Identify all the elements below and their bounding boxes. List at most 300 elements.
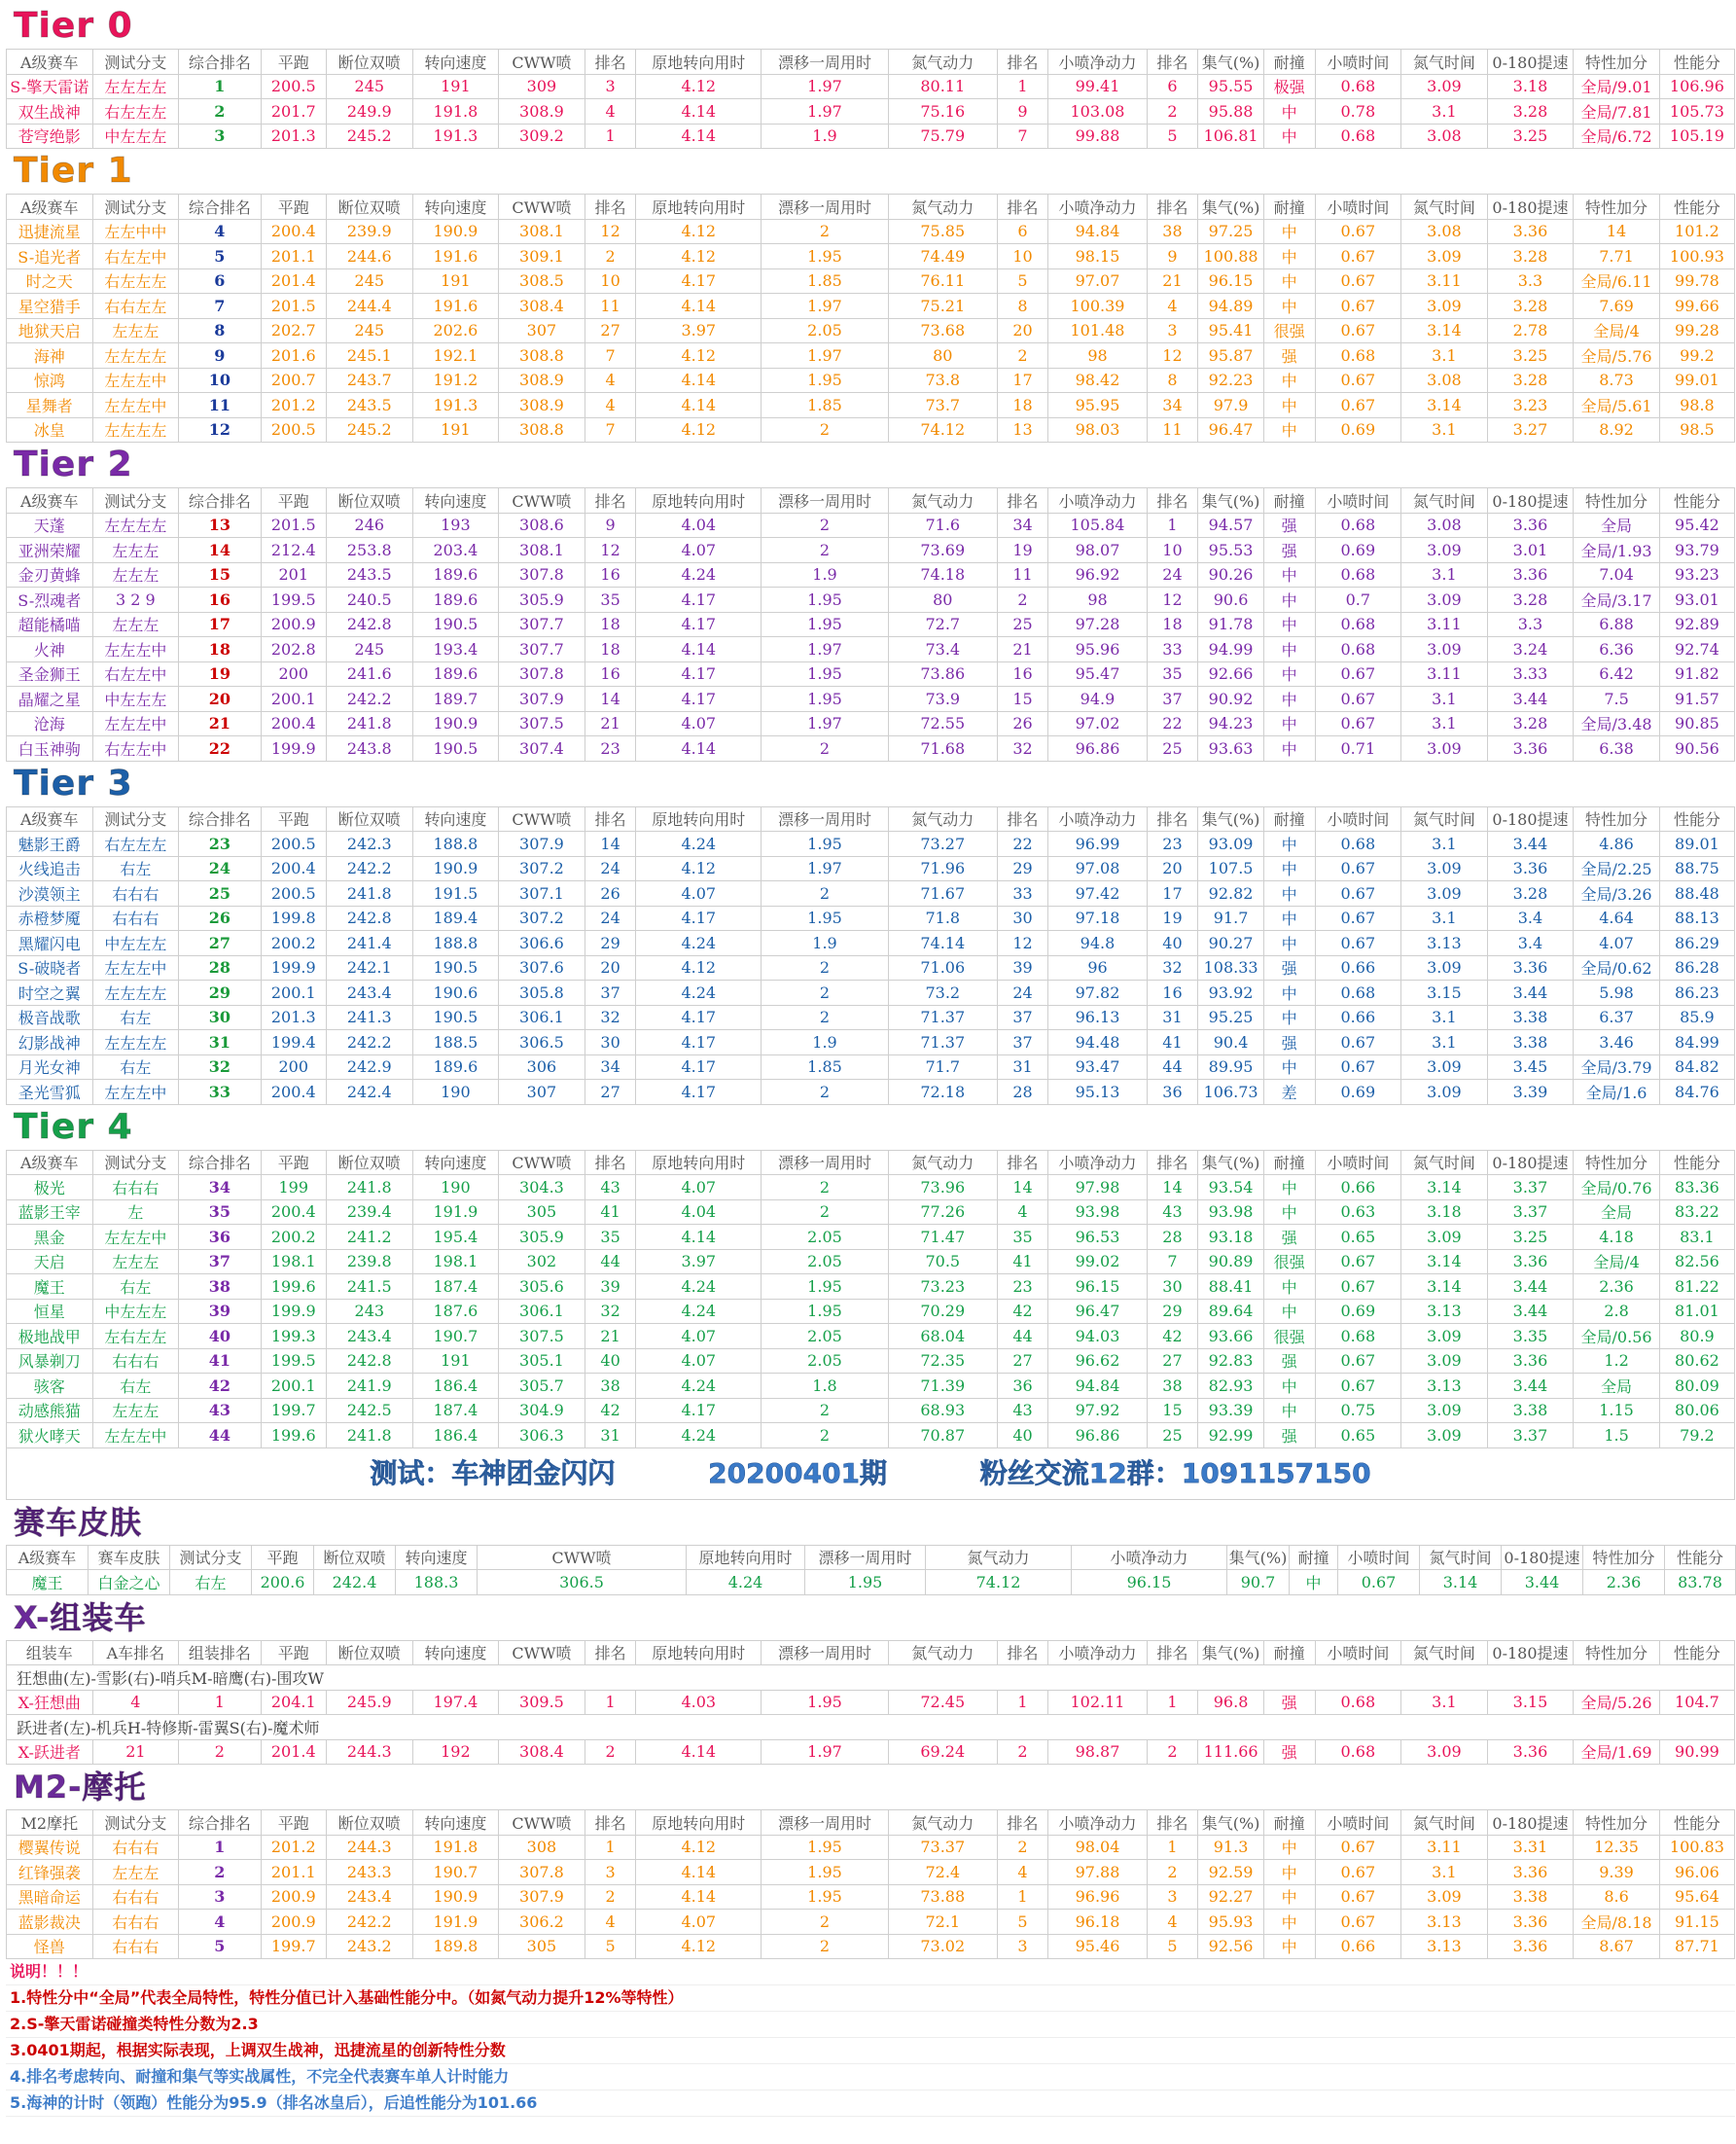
car-cell-9: 1.9 — [762, 931, 889, 956]
car-cell-10: 75.21 — [888, 294, 997, 319]
car-cell-6: 307.4 — [499, 736, 585, 762]
car-cell-20: 99.2 — [1659, 343, 1734, 369]
moto-row — [7, 1934, 1735, 1959]
car-cell-11: 7 — [997, 124, 1048, 149]
car-cell-14: 90.4 — [1198, 1030, 1263, 1055]
xcar-combo-1: 狂想曲(左)-雪影(右)-哨兵M-暗鹰(右)-围攻W — [7, 1665, 1735, 1691]
xcar-cell-17: 3.09 — [1401, 1739, 1488, 1765]
tier-header-11: 排名 — [997, 195, 1048, 220]
skin-cell-10: 96.15 — [1072, 1570, 1227, 1595]
car-cell-11: 39 — [997, 955, 1048, 981]
car-row — [7, 99, 1735, 125]
skin-cell-9: 74.12 — [926, 1570, 1072, 1595]
car-cell-10: 74.12 — [888, 417, 997, 443]
car-cell-4: 243.5 — [327, 562, 413, 588]
skin-cell-7: 4.24 — [687, 1570, 805, 1595]
car-cell-4: 242.4 — [327, 1080, 413, 1105]
car-cell-12: 98 — [1048, 343, 1147, 369]
car-cell-16: 0.66 — [1315, 1175, 1401, 1200]
car-cell-7: 7 — [585, 343, 636, 369]
car-cell-4: 243.5 — [327, 393, 413, 418]
car-cell-7: 24 — [585, 906, 636, 931]
car-cell-10: 73.9 — [888, 687, 997, 712]
car-cell-13: 42 — [1147, 1324, 1198, 1349]
car-cell-13: 43 — [1147, 1199, 1198, 1225]
car-cell-4: 245 — [327, 74, 413, 99]
car-cell-13: 20 — [1147, 856, 1198, 881]
car-cell-16: 0.67 — [1315, 1348, 1401, 1374]
car-cell-7: 14 — [585, 687, 636, 712]
car-cell-6: 306.6 — [499, 931, 585, 956]
car-cell-20: 84.76 — [1659, 1080, 1734, 1105]
xcar-cell-0: X-跃进者 — [7, 1739, 93, 1765]
car-cell-6: 306.5 — [499, 1030, 585, 1055]
car-cell-20: 105.19 — [1659, 124, 1734, 149]
notes — [6, 1959, 1735, 2117]
car-cell-20: 93.23 — [1659, 562, 1734, 588]
tier-header-18: 0-180提速 — [1487, 195, 1574, 220]
car-cell-20: 85.9 — [1659, 1005, 1734, 1030]
car-row — [7, 294, 1735, 319]
car-cell-13: 22 — [1147, 711, 1198, 736]
car-cell-14: 93.39 — [1198, 1398, 1263, 1423]
tier-header-12: 小喷净动力 — [1048, 1150, 1147, 1175]
tier-header-2: 综合排名 — [179, 195, 261, 220]
car-cell-15: 很强 — [1263, 1249, 1315, 1274]
car-cell-4: 242.2 — [327, 687, 413, 712]
car-cell-13: 35 — [1147, 661, 1198, 687]
car-cell-11: 2 — [997, 588, 1048, 613]
moto-header-6: CWW喷 — [499, 1810, 585, 1836]
car-cell-4: 242.8 — [327, 906, 413, 931]
car-cell-10: 71.8 — [888, 906, 997, 931]
car-cell-8: 4.17 — [636, 906, 762, 931]
car-cell-10: 74.18 — [888, 562, 997, 588]
car-cell-2: 22 — [179, 736, 261, 762]
car-cell-16: 0.67 — [1315, 931, 1401, 956]
car-cell-6: 308.6 — [499, 513, 585, 538]
car-cell-14: 93.92 — [1198, 981, 1263, 1006]
car-cell-5: 190 — [412, 1080, 499, 1105]
xcar-header-1: A车排名 — [92, 1640, 179, 1665]
car-cell-9: 1.97 — [762, 711, 889, 736]
car-cell-5: 189.6 — [412, 588, 499, 613]
car-cell-5: 190.9 — [412, 219, 499, 244]
moto-cell-18: 3.36 — [1487, 1910, 1574, 1935]
car-cell-19: 4.86 — [1574, 832, 1660, 857]
car-cell-7: 44 — [585, 1249, 636, 1274]
tier-header-2: 综合排名 — [179, 488, 261, 514]
moto-cell-15: 中 — [1263, 1835, 1315, 1860]
tier-header-14: 集气(%) — [1198, 50, 1263, 75]
car-cell-13: 6 — [1147, 74, 1198, 99]
car-row — [7, 1348, 1735, 1374]
car-cell-13: 5 — [1147, 124, 1198, 149]
car-cell-13: 27 — [1147, 1348, 1198, 1374]
car-cell-19: 全局/3.17 — [1574, 588, 1660, 613]
car-cell-14: 92.66 — [1198, 661, 1263, 687]
tier-1-table — [6, 194, 1735, 443]
car-cell-18: 3.27 — [1487, 417, 1574, 443]
tier-header-14: 集气(%) — [1198, 195, 1263, 220]
car-cell-0: 星空猎手 — [7, 294, 93, 319]
tier-header-20: 性能分 — [1659, 50, 1734, 75]
car-row — [7, 244, 1735, 269]
car-cell-3: 199.6 — [261, 1274, 326, 1300]
car-cell-6: 305.8 — [499, 981, 585, 1006]
car-cell-2: 21 — [179, 711, 261, 736]
car-cell-8: 4.24 — [636, 1423, 762, 1448]
car-cell-9: 1.97 — [762, 294, 889, 319]
car-cell-1: 右右右 — [92, 1348, 179, 1374]
car-cell-18: 3.38 — [1487, 1005, 1574, 1030]
car-cell-4: 245 — [327, 268, 413, 294]
xcar-cell-5: 197.4 — [412, 1690, 499, 1715]
car-cell-10: 71.37 — [888, 1030, 997, 1055]
car-cell-5: 190.6 — [412, 981, 499, 1006]
car-cell-15: 强 — [1263, 1348, 1315, 1374]
car-cell-10: 80 — [888, 588, 997, 613]
car-cell-4: 249.9 — [327, 99, 413, 125]
tier-header-3: 平跑 — [261, 806, 326, 832]
car-cell-14: 90.26 — [1198, 562, 1263, 588]
car-cell-20: 82.56 — [1659, 1249, 1734, 1274]
car-cell-12: 97.28 — [1048, 612, 1147, 637]
moto-cell-13: 4 — [1147, 1910, 1198, 1935]
car-cell-11: 28 — [997, 1080, 1048, 1105]
tier-header-8: 原地转向用时 — [636, 50, 762, 75]
xcar-header-7: 排名 — [585, 1640, 636, 1665]
skin-header-5: 转向速度 — [396, 1545, 478, 1570]
car-cell-3: 201.2 — [261, 393, 326, 418]
car-row — [7, 562, 1735, 588]
car-cell-17: 3.1 — [1401, 343, 1488, 369]
car-cell-8: 4.12 — [636, 417, 762, 443]
car-row — [7, 637, 1735, 662]
xcar-combo-row — [7, 1715, 1735, 1740]
moto-cell-9: 1.95 — [762, 1884, 889, 1910]
car-cell-17: 3.09 — [1401, 856, 1488, 881]
tier-header-4: 断位双喷 — [327, 50, 413, 75]
car-cell-16: 0.69 — [1315, 1080, 1401, 1105]
car-cell-17: 3.09 — [1401, 881, 1488, 907]
car-row — [7, 955, 1735, 981]
car-cell-0: 魔王 — [7, 1274, 93, 1300]
moto-cell-12: 96.96 — [1048, 1884, 1147, 1910]
car-cell-8: 4.24 — [636, 832, 762, 857]
note-4: 4.排名考虑转向、耐撞和集气等实战属性，不完全代表赛车单人计时能力 — [6, 2064, 1735, 2090]
tier-header-11: 排名 — [997, 488, 1048, 514]
car-cell-8: 4.07 — [636, 1324, 762, 1349]
car-cell-20: 80.9 — [1659, 1324, 1734, 1349]
car-row — [7, 736, 1735, 762]
car-cell-0: 地狱天启 — [7, 318, 93, 343]
car-cell-13: 19 — [1147, 906, 1198, 931]
car-cell-19: 14 — [1574, 219, 1660, 244]
car-cell-1: 左左左中 — [92, 637, 179, 662]
car-cell-12: 95.95 — [1048, 393, 1147, 418]
car-cell-1: 左左左 — [92, 538, 179, 563]
moto-cell-20: 95.64 — [1659, 1884, 1734, 1910]
car-cell-1: 右左 — [92, 1005, 179, 1030]
car-cell-14: 89.95 — [1198, 1054, 1263, 1080]
banner-tester: 测试：车神团金闪闪 — [370, 1456, 616, 1489]
xcar-header-6: CWW喷 — [499, 1640, 585, 1665]
xcar-combo-2: 跃进者(左)-机兵H-特修斯-雷翼S(右)-魔术师 — [7, 1715, 1735, 1740]
moto-cell-8: 4.07 — [636, 1910, 762, 1935]
car-cell-3: 200.1 — [261, 687, 326, 712]
tier-header-1: 测试分支 — [92, 50, 179, 75]
car-row — [7, 124, 1735, 149]
moto-header-14: 集气(%) — [1198, 1810, 1263, 1836]
car-cell-5: 191 — [412, 268, 499, 294]
car-cell-1: 左左左中 — [92, 393, 179, 418]
car-cell-14: 92.83 — [1198, 1348, 1263, 1374]
car-cell-15: 中 — [1263, 99, 1315, 125]
car-cell-11: 30 — [997, 906, 1048, 931]
car-cell-4: 240.5 — [327, 588, 413, 613]
car-cell-6: 309.2 — [499, 124, 585, 149]
car-cell-6: 305.1 — [499, 1348, 585, 1374]
car-cell-11: 19 — [997, 538, 1048, 563]
car-cell-16: 0.67 — [1315, 856, 1401, 881]
car-cell-3: 200.2 — [261, 931, 326, 956]
skin-header-16: 特性加分 — [1583, 1545, 1665, 1570]
car-cell-0: 圣金狮王 — [7, 661, 93, 687]
tier-2-title: Tier 2 — [14, 445, 133, 484]
car-cell-3: 199.4 — [261, 1030, 326, 1055]
car-row — [7, 1225, 1735, 1250]
car-cell-12: 95.13 — [1048, 1080, 1147, 1105]
car-cell-0: 双生战神 — [7, 99, 93, 125]
car-cell-0: 蓝影王宰 — [7, 1199, 93, 1225]
car-cell-13: 30 — [1147, 1274, 1198, 1300]
car-cell-19: 1.5 — [1574, 1423, 1660, 1448]
car-cell-2: 34 — [179, 1175, 261, 1200]
car-cell-3: 201 — [261, 562, 326, 588]
car-cell-11: 25 — [997, 612, 1048, 637]
moto-header-10: 氮气动力 — [888, 1810, 997, 1836]
car-cell-12: 94.48 — [1048, 1030, 1147, 1055]
moto-cell-2: 3 — [179, 1884, 261, 1910]
car-cell-15: 中 — [1263, 294, 1315, 319]
car-row — [7, 1054, 1735, 1080]
car-cell-2: 20 — [179, 687, 261, 712]
car-cell-0: S-破晓者 — [7, 955, 93, 981]
car-cell-2: 30 — [179, 1005, 261, 1030]
xcar-cell-8: 4.03 — [636, 1690, 762, 1715]
car-cell-4: 243.7 — [327, 368, 413, 393]
car-cell-16: 0.67 — [1315, 368, 1401, 393]
car-cell-0: 月光女神 — [7, 1054, 93, 1080]
car-cell-18: 3.44 — [1487, 832, 1574, 857]
car-cell-18: 3.24 — [1487, 637, 1574, 662]
car-cell-7: 9 — [585, 513, 636, 538]
car-cell-0: 惊鸿 — [7, 368, 93, 393]
car-cell-2: 3 — [179, 124, 261, 149]
car-cell-18: 3.18 — [1487, 74, 1574, 99]
tier-header-13: 排名 — [1147, 488, 1198, 514]
moto-cell-0: 樱翼传说 — [7, 1835, 93, 1860]
car-cell-5: 189.6 — [412, 562, 499, 588]
car-cell-20: 83.36 — [1659, 1175, 1734, 1200]
car-cell-12: 105.84 — [1048, 513, 1147, 538]
car-cell-10: 72.55 — [888, 711, 997, 736]
car-cell-12: 98.15 — [1048, 244, 1147, 269]
car-cell-5: 191.9 — [412, 1199, 499, 1225]
car-cell-2: 4 — [179, 219, 261, 244]
car-cell-19: 全局/9.01 — [1574, 74, 1660, 99]
car-cell-9: 1.95 — [762, 588, 889, 613]
moto-section-title: M2-摩托 — [14, 1769, 147, 1805]
car-cell-9: 2 — [762, 1199, 889, 1225]
moto-cell-14: 95.93 — [1198, 1910, 1263, 1935]
moto-cell-5: 191.8 — [412, 1835, 499, 1860]
moto-cell-7: 1 — [585, 1835, 636, 1860]
car-cell-12: 96.92 — [1048, 562, 1147, 588]
car-cell-5: 191.3 — [412, 124, 499, 149]
car-cell-2: 5 — [179, 244, 261, 269]
car-cell-10: 72.35 — [888, 1348, 997, 1374]
car-cell-19: 2.8 — [1574, 1299, 1660, 1324]
car-cell-5: 191 — [412, 74, 499, 99]
car-cell-18: 3.4 — [1487, 906, 1574, 931]
car-cell-15: 强 — [1263, 1423, 1315, 1448]
car-cell-1: 右左 — [92, 1274, 179, 1300]
car-cell-15: 中 — [1263, 612, 1315, 637]
car-cell-11: 2 — [997, 343, 1048, 369]
car-cell-15: 中 — [1263, 124, 1315, 149]
car-cell-11: 14 — [997, 1175, 1048, 1200]
car-cell-20: 99.01 — [1659, 368, 1734, 393]
car-cell-12: 94.9 — [1048, 687, 1147, 712]
moto-cell-11: 1 — [997, 1884, 1048, 1910]
car-cell-19: 全局/6.72 — [1574, 124, 1660, 149]
xcar-header-2: 组装排名 — [179, 1640, 261, 1665]
car-cell-8: 4.04 — [636, 1199, 762, 1225]
car-row — [7, 1005, 1735, 1030]
car-cell-12: 96.86 — [1048, 1423, 1147, 1448]
car-cell-9: 1.95 — [762, 244, 889, 269]
xcar-cell-3: 201.4 — [261, 1739, 326, 1765]
tier-header-16: 小喷时间 — [1315, 50, 1401, 75]
car-cell-13: 11 — [1147, 417, 1198, 443]
car-cell-5: 190.5 — [412, 1005, 499, 1030]
car-cell-0: 极音战歌 — [7, 1005, 93, 1030]
moto-cell-14: 92.56 — [1198, 1934, 1263, 1959]
car-cell-12: 96.47 — [1048, 1299, 1147, 1324]
car-cell-2: 37 — [179, 1249, 261, 1274]
car-cell-15: 极强 — [1263, 74, 1315, 99]
car-cell-3: 199.3 — [261, 1324, 326, 1349]
xcar-header-10: 氮气动力 — [888, 1640, 997, 1665]
car-cell-16: 0.69 — [1315, 1299, 1401, 1324]
car-cell-18: 3.44 — [1487, 1374, 1574, 1399]
car-cell-16: 0.66 — [1315, 955, 1401, 981]
car-cell-20: 92.89 — [1659, 612, 1734, 637]
car-cell-8: 4.17 — [636, 588, 762, 613]
moto-cell-5: 189.8 — [412, 1934, 499, 1959]
car-cell-16: 0.67 — [1315, 268, 1401, 294]
moto-header-11: 排名 — [997, 1810, 1048, 1836]
car-cell-9: 2 — [762, 1005, 889, 1030]
car-cell-15: 中 — [1263, 906, 1315, 931]
car-cell-3: 200.5 — [261, 832, 326, 857]
car-cell-13: 8 — [1147, 368, 1198, 393]
moto-cell-2: 1 — [179, 1835, 261, 1860]
car-cell-18: 3.45 — [1487, 1054, 1574, 1080]
xcar-cell-6: 309.5 — [499, 1690, 585, 1715]
car-cell-3: 202.7 — [261, 318, 326, 343]
moto-cell-10: 72.1 — [888, 1910, 997, 1935]
car-cell-15: 中 — [1263, 856, 1315, 881]
car-cell-3: 198.1 — [261, 1249, 326, 1274]
skin-header-3: 平跑 — [252, 1545, 314, 1570]
car-cell-13: 44 — [1147, 1054, 1198, 1080]
tier-header-7: 排名 — [585, 488, 636, 514]
car-cell-1: 左左左 — [92, 1249, 179, 1274]
car-cell-4: 241.9 — [327, 1374, 413, 1399]
tier-header-19: 特性加分 — [1574, 488, 1660, 514]
car-cell-15: 中 — [1263, 562, 1315, 588]
car-cell-8: 4.17 — [636, 1054, 762, 1080]
tier-header-18: 0-180提速 — [1487, 1150, 1574, 1175]
xcar-cell-2: 1 — [179, 1690, 261, 1715]
car-cell-14: 88.41 — [1198, 1274, 1263, 1300]
car-cell-16: 0.66 — [1315, 1005, 1401, 1030]
car-cell-17: 3.14 — [1401, 318, 1488, 343]
car-cell-16: 0.67 — [1315, 1274, 1401, 1300]
car-cell-8: 4.17 — [636, 1398, 762, 1423]
car-cell-4: 245.1 — [327, 343, 413, 369]
car-cell-0: 火神 — [7, 637, 93, 662]
moto-header-7: 排名 — [585, 1810, 636, 1836]
car-cell-5: 189.7 — [412, 687, 499, 712]
car-cell-5: 191.8 — [412, 99, 499, 125]
car-cell-18: 3.4 — [1487, 931, 1574, 956]
moto-cell-20: 100.83 — [1659, 1835, 1734, 1860]
xcar-cell-13: 1 — [1147, 1690, 1198, 1715]
car-cell-3: 200 — [261, 661, 326, 687]
tier-header-5: 转向速度 — [412, 488, 499, 514]
car-cell-3: 199.9 — [261, 1299, 326, 1324]
car-cell-1: 左左左 — [92, 318, 179, 343]
car-cell-12: 97.82 — [1048, 981, 1147, 1006]
car-cell-7: 39 — [585, 1274, 636, 1300]
car-cell-17: 3.09 — [1401, 1080, 1488, 1105]
car-cell-11: 4 — [997, 1199, 1048, 1225]
car-cell-14: 90.89 — [1198, 1249, 1263, 1274]
car-cell-18: 3.25 — [1487, 1225, 1574, 1250]
tier-header-15: 耐撞 — [1263, 488, 1315, 514]
car-cell-4: 244.6 — [327, 244, 413, 269]
moto-cell-8: 4.14 — [636, 1884, 762, 1910]
car-cell-11: 29 — [997, 856, 1048, 881]
car-cell-7: 10 — [585, 268, 636, 294]
car-cell-0: 晶耀之星 — [7, 687, 93, 712]
car-cell-15: 中 — [1263, 881, 1315, 907]
moto-cell-6: 306.2 — [499, 1910, 585, 1935]
car-cell-15: 中 — [1263, 244, 1315, 269]
car-cell-16: 0.67 — [1315, 393, 1401, 418]
car-cell-18: 3.28 — [1487, 711, 1574, 736]
car-cell-8: 4.17 — [636, 1030, 762, 1055]
car-cell-18: 3.01 — [1487, 538, 1574, 563]
car-cell-17: 3.13 — [1401, 1299, 1488, 1324]
moto-cell-4: 243.2 — [327, 1934, 413, 1959]
skin-header-2: 测试分支 — [170, 1545, 252, 1570]
car-cell-11: 33 — [997, 881, 1048, 907]
